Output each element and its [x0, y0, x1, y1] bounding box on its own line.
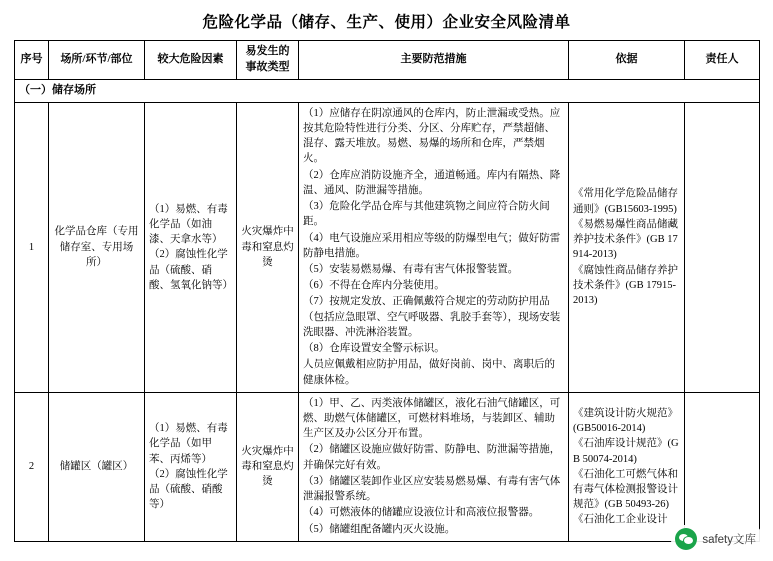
table-row — [15, 102, 760, 392]
basis-item: 《建筑设计防火规范》(GB50016-2014) — [573, 407, 678, 435]
column-header-basis: 依据 — [569, 41, 685, 80]
measure-item: （4）可燃液体的储罐应设液位计和高液位报警器。 — [303, 507, 540, 519]
row-place: 化学品仓库（专用储存室、专用场所） — [49, 102, 145, 392]
measure-item: （1）甲、乙、丙类液体储罐区，液化石油气储罐区，可燃、助燃气体储罐区，可燃材料堆场，与装卸区、辅助生产区及办公区分开布置。 — [303, 397, 561, 440]
page-title: 危险化学品（储存、生产、使用）企业安全风险清单 — [202, 14, 571, 31]
row-measures — [299, 392, 569, 541]
basis-item: 《腐蚀性商品储存养护技术条件》(GB 17915-2013) — [573, 264, 678, 306]
column-header-responsible: 责任人 — [685, 41, 760, 80]
measure-item: （2）储罐区设施应做好防雷、防静电、防泄漏等措施，并确保完好有效。 — [303, 444, 561, 471]
column-header-hazard: 较大危险因素 — [145, 41, 237, 80]
measure-item: （3）储罐区装卸作业区应安装易燃易爆、有毒有害气体泄漏报警系统。 — [303, 475, 561, 503]
basis-item: 《石油库设计规范》(GB 50074-2014) — [573, 438, 679, 465]
measure-item: （8）仓库设置安全警示标识。 — [303, 343, 445, 355]
measure-item: （5）安装易燃易爆、有毒有害气体报警装置。 — [303, 264, 519, 275]
row-hazards — [145, 392, 237, 541]
row-no: 1 — [15, 102, 49, 392]
measure-item: （6）不得在仓库内分装使用。 — [303, 280, 445, 292]
table-section-row — [15, 79, 760, 102]
measure-item: 人员应佩戴相应防护用品，做好岗前、岗中、离职后的健康体检。 — [303, 359, 555, 386]
row-basis — [569, 392, 685, 541]
basis-item: 《易燃易爆性商品储藏养护技术条件》(GB 17914-2013) — [573, 218, 678, 261]
hazard-item: （1）易燃、有毒化学品（如甲苯、丙烯等） — [149, 423, 228, 465]
basis-item: 《石油化工企业设计 — [573, 514, 668, 526]
column-header-no: 序号 — [15, 41, 49, 80]
hazard-item: （2）腐蚀性化学品（硫酸、硝酸、氢氧化钠等） — [149, 249, 233, 291]
column-header-measures: 主要防范措施 — [299, 41, 569, 80]
row-hazards — [145, 102, 237, 392]
measure-item: （3）危险化学品仓库与其他建筑物之间应符合防火间距。 — [303, 201, 550, 228]
column-header-place: 场所/环节/部位 — [49, 41, 145, 80]
measure-item: （5）储罐组配备罐内灭火设施。 — [303, 523, 456, 535]
row-accident-type: 火灾爆炸中毒和窒息灼烫 — [237, 102, 299, 392]
measure-item: （2）仓库应消防设施齐全，通道畅通。库内有隔热、降温、通风、防泄漏等措施。 — [303, 169, 561, 196]
measure-item: （7）按规定发放、正确佩戴符合规定的劳动防护用品（包括应急眼罩、空气呼吸器、乳胶手套等），现场安装洗眼器、冲洗淋浴装置。 — [303, 296, 561, 338]
hazard-item: （2）腐蚀性化学品（硫酸、硝酸等） — [149, 468, 228, 511]
hazard-item: （1）易燃、有毒化学品（如油漆、天拿水等） — [149, 203, 228, 246]
row-responsible — [685, 102, 760, 392]
row-no: 2 — [15, 392, 49, 541]
watermark-label: safety文库 — [702, 534, 756, 546]
row-accident-type: 火灾爆炸中毒和窒息灼烫 — [237, 392, 299, 541]
row-measures — [299, 102, 569, 392]
table-row — [15, 392, 760, 541]
section-label: （一）储存场所 — [15, 79, 760, 102]
measure-item: （4）电气设施应采用相应等级的防爆型电气；做好防雷防静电措施。 — [303, 232, 561, 259]
basis-item: 《石油化工可燃气体和有毒气体检测报警设计规范》(GB 50493-26) — [573, 468, 678, 511]
row-basis — [569, 102, 685, 392]
risk-checklist-table — [14, 40, 760, 542]
measure-item: （1）应储存在阴凉通风的仓库内，防止泄漏或受热。应按其危险特性进行分类、分区、分库贮存，严禁超储、混存、露天堆放。易燃、易爆的场所和仓库，严禁烟火。 — [303, 107, 561, 165]
row-place: 储罐区（罐区） — [49, 392, 145, 541]
basis-item: 《常用化学危险品储存通则》(GB15603-1995) — [573, 188, 678, 215]
wechat-icon — [675, 528, 697, 550]
row-responsible — [685, 392, 760, 541]
watermark-badge — [671, 525, 763, 553]
table-header-row — [15, 41, 760, 80]
column-header-accident-type: 易发生的事故类型 — [237, 41, 299, 80]
